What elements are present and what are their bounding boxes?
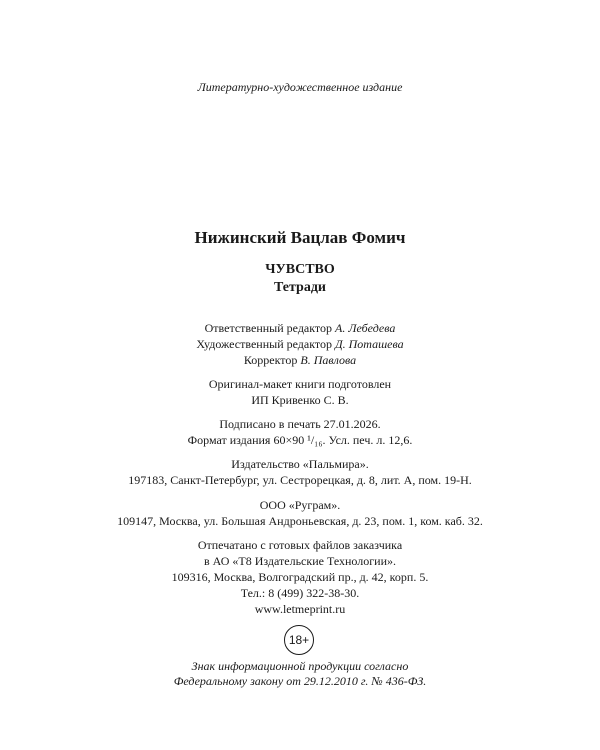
print-info-line: Подписано в печать 27.01.2026. (219, 417, 381, 431)
credit-row (0, 320, 600, 336)
distributor-line: ООО «Руграм». (259, 498, 341, 512)
age-rating-notice (0, 659, 600, 689)
book-subtitle: Тетради (273, 280, 326, 295)
publisher-info (0, 456, 600, 488)
print-info (0, 416, 600, 448)
editorial-credits (0, 320, 600, 368)
printer-info (0, 537, 600, 617)
age-notice-line: Федеральному закону от 29.12.2010 г. № 436-ФЗ. (173, 674, 427, 688)
age-notice-line: Знак информационной продукции согласно (191, 659, 409, 673)
printer-line: в АО «Т8 Издательские Технологии». (203, 554, 397, 568)
distributor-info (0, 497, 600, 529)
credit-row (0, 352, 600, 368)
credit-row (0, 336, 600, 352)
credit-role: Корректор (243, 353, 298, 367)
credit-role: Художественный редактор (196, 337, 332, 351)
publisher-line: Издательство «Пальмира». (231, 457, 369, 471)
credit-role: Ответственный редактор (204, 321, 333, 335)
layout-note-line: Оригинал-макет книги подготовлен (208, 377, 392, 391)
genre-label: Литературно-художественное издание (197, 80, 403, 94)
book-title: ЧУВСТВО (265, 262, 335, 277)
printer-line: Тел.: 8 (499) 322-38-30. (240, 586, 360, 600)
printer-line: 109316, Москва, Волгоградский пр., д. 42, корп. 5. (171, 570, 429, 584)
printer-line: Отпечатано с готовых файлов заказчика (197, 538, 403, 552)
distributor-line: 109147, Москва, ул. Большая Андроньевская, д. 23, пом. 1, ком. каб. 32. (117, 514, 483, 528)
credit-name: В. Павлова (300, 353, 357, 367)
author-name: Нижинский Вацлав Фомич (194, 228, 406, 247)
layout-note (0, 376, 600, 408)
print-info-line: Формат издания 60×90 ¹/₁₆. Усл. печ. л. 12,6. (187, 433, 413, 447)
publisher-line: 197183, Санкт-Петербург, ул. Сестрорецкая, д. 8, лит. А, пом. 19-Н. (128, 473, 472, 487)
credit-name: Д. Поташева (334, 337, 404, 351)
age-rating-badge: 18+ (284, 625, 314, 655)
printer-website: www.letmeprint.ru (254, 602, 346, 616)
layout-note-line: ИП Кривенко С. В. (251, 393, 349, 407)
credit-name: А. Лебедева (335, 321, 396, 335)
